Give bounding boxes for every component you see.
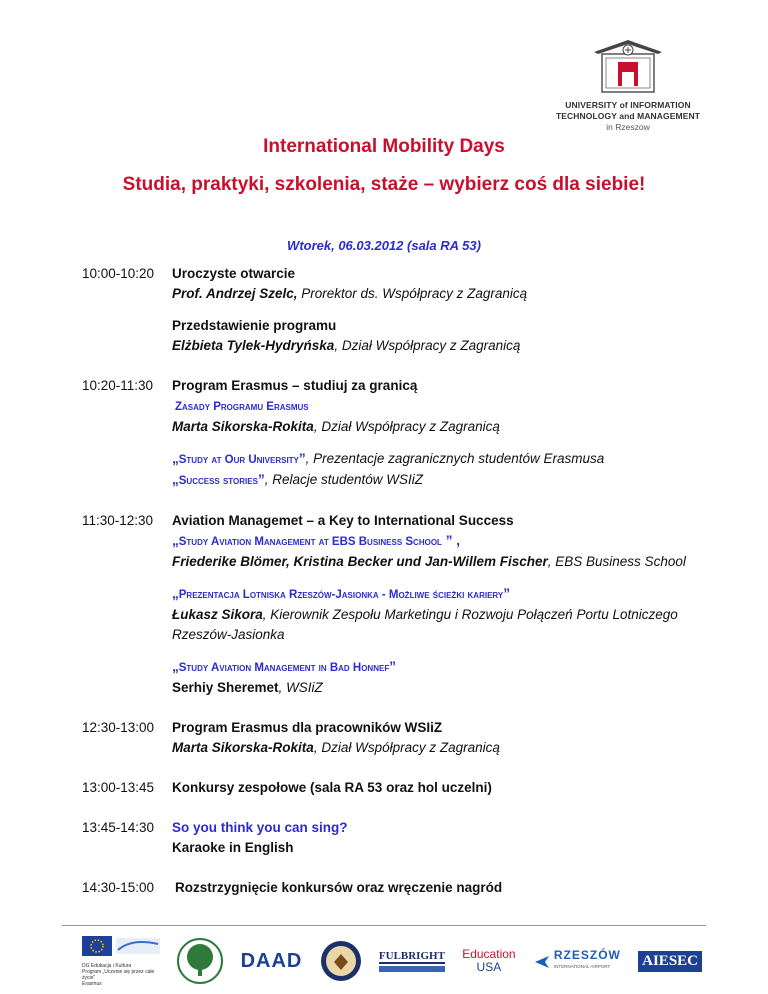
session-content: [172, 376, 722, 491]
quote-mark: ” ,: [441, 533, 460, 548]
speaker-org: , EBS Business School: [547, 554, 686, 569]
quote-mark: ”: [389, 659, 396, 674]
quote-mark: ”: [298, 451, 306, 466]
session-time: 11:30-12:30: [82, 513, 154, 528]
university-logo: [548, 38, 708, 133]
session-content: [172, 818, 722, 858]
logo-line-3: in Rzeszow: [606, 122, 650, 132]
agenda-row: [82, 511, 722, 698]
session-content: [172, 511, 722, 698]
logo-line-2: TECHNOLOGY and MANAGEMENT: [555, 111, 700, 121]
agenda: [82, 264, 722, 898]
session-title: Konkursy zespołowe (sala RA 53 oraz hol uczelni): [172, 780, 492, 795]
speaker-name: Marta Sikorska-Rokita: [172, 740, 314, 755]
session-content: [172, 778, 722, 798]
session-time: 10:20-11:30: [82, 378, 154, 393]
session-content: [172, 878, 722, 898]
quote-mark: ”: [503, 586, 510, 601]
quote-mark: „: [172, 533, 179, 548]
agenda-row: [82, 264, 722, 356]
eu-caption-2: Program „Uczenie się przez całe życie": [82, 968, 155, 981]
session-subtitle: Karaoke in English: [172, 840, 294, 855]
speaker-name: Marta Sikorska-Rokita: [172, 419, 314, 434]
speaker-role: , Dział Współpracy z Zagranicą: [334, 338, 521, 353]
session-time: 14:30-15:00: [82, 880, 155, 895]
talk-description: , Prezentacje zagranicznych studentów Erasmusa: [305, 451, 605, 466]
date-line: Wtorek, 06.03.2012 (sala RA 53): [287, 238, 481, 253]
education-label: Education: [462, 947, 516, 961]
agenda-row: [82, 718, 722, 758]
eu-caption-3: Erasmus: [82, 980, 102, 987]
aiesec-logo: AIESEC: [638, 951, 702, 972]
speaker-role: Prorektor ds. Współpracy z Zagranicą: [297, 286, 528, 301]
session-time: 13:00-13:45: [82, 780, 155, 795]
eu-erasmus-logo: [82, 936, 160, 987]
us-seal-icon: [320, 940, 362, 982]
usa-label: USA: [476, 960, 502, 974]
quote-mark: „: [172, 472, 179, 487]
rzeszow-sub: INTERNATIONAL AIRPORT: [553, 964, 611, 969]
speaker-name: Serhiy Sheremet: [172, 680, 279, 695]
talk-title: Study at Our University: [178, 454, 299, 466]
quote-mark: „: [172, 659, 179, 674]
speaker-name: Łukasz Sikora: [172, 607, 263, 622]
speaker-name: Elżbieta Tylek-Hydryńska: [172, 338, 335, 353]
daad-logo: DAAD: [240, 949, 303, 972]
session-time: 12:30-13:00: [82, 720, 155, 735]
session-content: [172, 718, 722, 758]
session-time: 13:45-14:30: [82, 820, 155, 835]
session-title: Uroczyste otwarcie: [172, 266, 296, 281]
footer-divider: [62, 925, 706, 926]
rzeszow-airport-logo: [533, 950, 621, 972]
eu-flag-icon: [82, 936, 160, 958]
speaker-role: , Dział Współpracy z Zagranicą: [313, 419, 500, 434]
speaker-name: Friederike Blömer, Kristina Becker und Jan-Willem Fischer: [172, 554, 548, 569]
agenda-row: [82, 878, 722, 898]
talk-title: Prezentacja Lotniska Rzeszów-Jasionka - Możliwe ścieżki kariery: [178, 589, 504, 601]
agenda-row: [82, 376, 722, 491]
session-title: Program Erasmus – studiuj za granicą: [172, 378, 418, 393]
eu-caption-1: DG Edukacja i Kultura: [82, 962, 132, 969]
agenda-row: [82, 818, 722, 858]
session-title: Program Erasmus dla pracowników WSIiZ: [172, 720, 443, 735]
fulbright-logo: [379, 950, 445, 972]
talk-description: , Relacje studentów WSIiZ: [264, 472, 423, 487]
university-crest-icon: [592, 38, 664, 100]
logo-line-1: UNIVERSITY of INFORMATION: [565, 100, 691, 110]
education-usa-logo: [462, 948, 515, 974]
agenda-row: [82, 778, 722, 798]
quote-mark: „: [172, 451, 179, 466]
page-subtitle: Studia, praktyki, szkolenia, staże – wybierz coś dla siebie!: [122, 174, 646, 195]
speaker-org: , WSIiZ: [278, 680, 323, 695]
fulbright-label: FULBRIGHT: [378, 950, 445, 962]
sponsor-logos: [82, 936, 702, 986]
session-content: [172, 264, 722, 356]
tree-logo-icon: [177, 938, 223, 984]
session-title: So you think you can sing?: [172, 820, 348, 835]
talk-title: Study Aviation Management at EBS Business School: [178, 536, 442, 548]
talk-title: Success stories: [178, 475, 258, 487]
speaker-role: , Kierownik Zespołu Marketingu i Rozwoju Połączeń Portu Lotniczego: [262, 607, 678, 622]
session-subtitle: Zasady Programu Erasmus: [175, 401, 309, 413]
quote-mark: „: [172, 586, 179, 601]
speaker-role-cont: Rzeszów-Jasionka: [172, 627, 285, 642]
quote-mark: ”: [257, 472, 265, 487]
session-time: 10:00-10:20: [82, 266, 155, 281]
session-title: Przedstawienie programu: [172, 318, 337, 333]
session-title: Rozstrzygnięcie konkursów oraz wręczenie nagród: [175, 880, 503, 895]
rzeszow-label: RZESZÓW: [553, 948, 621, 962]
session-title: Aviation Managemet – a Key to International Success: [172, 513, 514, 528]
talk-title: Study Aviation Management in Bad Honnef: [178, 662, 390, 674]
airport-plane-icon: [533, 952, 551, 970]
speaker-name: Prof. Andrzej Szelc,: [172, 286, 298, 301]
page-title: International Mobility Days: [263, 136, 505, 157]
speaker-role: , Dział Współpracy z Zagranicą: [313, 740, 500, 755]
